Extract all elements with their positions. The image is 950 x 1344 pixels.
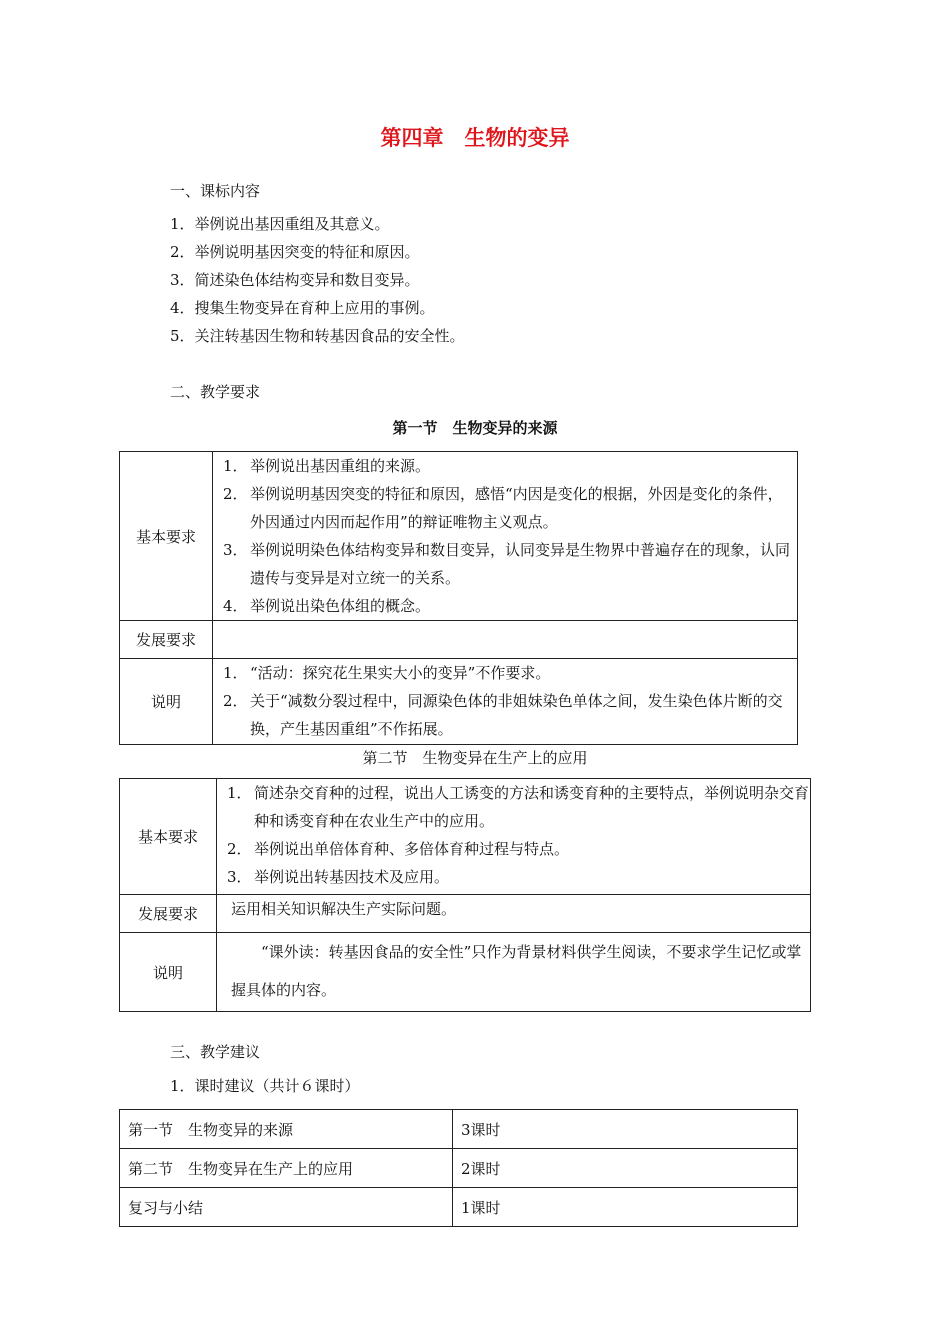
table-row	[120, 621, 798, 659]
row-content-basic	[213, 452, 798, 621]
row-label-advanced: 发展要求	[120, 621, 213, 659]
hours-subheading: 1．课时建议（共计６课时）	[170, 1077, 360, 1095]
section2-heading: 二、教学要求	[170, 383, 261, 401]
row-content-basic	[217, 779, 811, 895]
hours-item: 第一节 生物变异的来源	[120, 1110, 453, 1149]
list-item: 2． 举例说明基因突变的特征和原因，感悟“内因是变化的根据，外因是变化的条件，外因通过内因而起作用”的辩证唯物主义观点。	[223, 485, 783, 531]
table1-caption: 第一节 生物变异的来源	[392, 419, 558, 437]
table-row	[120, 1110, 798, 1149]
row-label-basic: 基本要求	[120, 779, 217, 895]
table-row	[120, 659, 798, 745]
requirements-table-2	[119, 778, 811, 1012]
hours-item: 第二节 生物变异在生产上的应用	[120, 1149, 453, 1188]
row-label-advanced: 发展要求	[120, 895, 217, 933]
section1-heading: 一、课标内容	[170, 182, 261, 200]
list-item: 2． 关于“减数分裂过程中，同源染色体的非姐妹染色单体之间，发生染色体片断的交换，产生基因重组”不作拓展。	[223, 692, 783, 738]
hours-value: 2课时	[453, 1149, 798, 1188]
list-item: 2． 举例说出单倍体育种、多倍体育种过程与特点。	[227, 840, 570, 858]
row-content-advanced	[213, 621, 798, 659]
row-content-advanced: 运用相关知识解决生产实际问题。	[217, 895, 811, 933]
row-label-basic: 基本要求	[120, 452, 213, 621]
row-content-notes: “课外读：转基因食品的安全性”只作为背景材料供学生阅读，不要求学生记忆或掌握具体的内容。	[217, 933, 811, 1012]
hours-value: 3课时	[453, 1110, 798, 1149]
list-item: 1． “活动：探究花生果实大小的变异”不作要求。	[223, 664, 551, 682]
row-label-notes: 说明	[120, 933, 217, 1012]
table-row	[120, 895, 811, 933]
table-row	[120, 933, 811, 1012]
table-row	[120, 1149, 798, 1188]
requirements-table-1	[119, 451, 798, 745]
hours-item: 复习与小结	[120, 1188, 453, 1227]
table-row	[120, 779, 811, 895]
table2-caption: 第二节 生物变异在生产上的应用	[362, 749, 588, 767]
list-item: 4． 举例说出染色体组的概念。	[223, 597, 431, 615]
hours-value: 1课时	[453, 1188, 798, 1227]
chapter-title: 第四章 生物的变异	[380, 125, 570, 150]
row-content-notes	[213, 659, 798, 745]
standard-item-3: 3．简述染色体结构变异和数目变异。	[170, 271, 420, 289]
standard-item-4: 4．搜集生物变异在育种上应用的事例。	[170, 299, 435, 317]
row-label-notes: 说明	[120, 659, 213, 745]
list-item: 1． 简述杂交育种的过程，说出人工诱变的方法和诱变育种的主要特点，举例说明杂交育种和诱变育种在农业生产中的应用。	[227, 784, 810, 830]
standard-item-2: 2．举例说明基因突变的特征和原因。	[170, 243, 420, 261]
standard-item-1: 1．举例说出基因重组及其意义。	[170, 215, 390, 233]
list-item: 3． 举例说出转基因技术及应用。	[227, 868, 450, 886]
table-row	[120, 1188, 798, 1227]
list-item: 1． 举例说出基因重组的来源。	[223, 457, 431, 475]
table-row	[120, 452, 798, 621]
list-item: 3． 举例说明染色体结构变异和数目变异，认同变异是生物界中普遍存在的现象，认同遗传与变异是对立统一的关系。	[223, 541, 791, 587]
hours-table	[119, 1109, 798, 1227]
standard-item-5: 5．关注转基因生物和转基因食品的安全性。	[170, 327, 465, 345]
section3-heading: 三、教学建议	[170, 1043, 261, 1061]
